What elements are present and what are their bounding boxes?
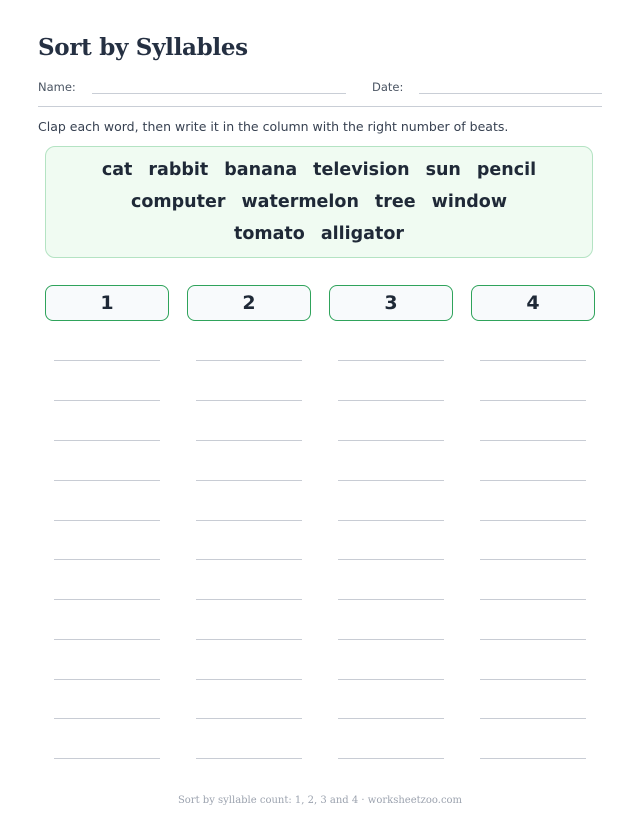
- writing-line[interactable]: [196, 639, 302, 640]
- header-divider: [38, 106, 602, 107]
- column-header-3: 3: [329, 285, 453, 321]
- word-bank-word: pencil: [476, 160, 537, 180]
- writing-line[interactable]: [54, 520, 160, 521]
- writing-line[interactable]: [196, 679, 302, 680]
- instructions: Clap each word, then write it in the column with the right number of beats.: [38, 119, 509, 134]
- word-bank-word: sun: [425, 160, 461, 180]
- date-label: Date:: [372, 80, 404, 94]
- word-bank-word: tomato: [234, 224, 305, 244]
- writing-line[interactable]: [54, 679, 160, 680]
- footer: Sort by syllable count: 1, 2, 3 and 4 · worksheetzoo.com: [177, 795, 463, 806]
- writing-line[interactable]: [480, 480, 586, 481]
- writing-line[interactable]: [338, 758, 444, 759]
- writing-line[interactable]: [480, 599, 586, 600]
- writing-line[interactable]: [480, 520, 586, 521]
- writing-line[interactable]: [196, 400, 302, 401]
- writing-line[interactable]: [480, 639, 586, 640]
- column-header-1: 1: [45, 285, 169, 321]
- name-date-row: [38, 80, 602, 98]
- word-bank-word: cat: [101, 160, 133, 180]
- writing-line[interactable]: [54, 758, 160, 759]
- writing-line[interactable]: [480, 440, 586, 441]
- writing-line[interactable]: [338, 360, 444, 361]
- writing-line[interactable]: [338, 520, 444, 521]
- word-bank-word: banana: [224, 160, 298, 180]
- writing-line[interactable]: [196, 559, 302, 560]
- word-bank-word: window: [431, 192, 507, 212]
- writing-line[interactable]: [196, 520, 302, 521]
- writing-line[interactable]: [196, 480, 302, 481]
- writing-line[interactable]: [54, 599, 160, 600]
- date-field[interactable]: [419, 93, 602, 94]
- word-bank-word: alligator: [320, 224, 404, 244]
- writing-line[interactable]: [196, 758, 302, 759]
- writing-line[interactable]: [338, 718, 444, 719]
- word-bank-word: watermelon: [241, 192, 359, 212]
- word-bank-word: tree: [374, 192, 416, 212]
- word-bank-word: television: [313, 160, 410, 180]
- word-bank-word: rabbit: [148, 160, 209, 180]
- writing-line[interactable]: [338, 599, 444, 600]
- writing-line[interactable]: [338, 400, 444, 401]
- name-label: Name:: [38, 80, 76, 94]
- writing-line[interactable]: [338, 440, 444, 441]
- word-bank-word: computer: [131, 192, 226, 212]
- writing-line[interactable]: [54, 400, 160, 401]
- writing-line[interactable]: [54, 718, 160, 719]
- writing-line[interactable]: [54, 559, 160, 560]
- writing-line[interactable]: [196, 718, 302, 719]
- name-field[interactable]: [92, 93, 346, 94]
- writing-line[interactable]: [338, 480, 444, 481]
- writing-line[interactable]: [338, 559, 444, 560]
- writing-line[interactable]: [54, 360, 160, 361]
- writing-line[interactable]: [54, 480, 160, 481]
- writing-line[interactable]: [480, 718, 586, 719]
- writing-line[interactable]: [480, 360, 586, 361]
- writing-line[interactable]: [196, 599, 302, 600]
- writing-line[interactable]: [338, 639, 444, 640]
- writing-line[interactable]: [480, 559, 586, 560]
- column-header-2: 2: [187, 285, 311, 321]
- writing-line[interactable]: [196, 360, 302, 361]
- writing-line[interactable]: [480, 400, 586, 401]
- writing-line[interactable]: [54, 440, 160, 441]
- writing-line[interactable]: [54, 639, 160, 640]
- writing-line[interactable]: [480, 758, 586, 759]
- page-title: Sort by Syllables: [38, 34, 248, 61]
- writing-line[interactable]: [196, 440, 302, 441]
- word-bank: [45, 146, 593, 258]
- writing-line[interactable]: [480, 679, 586, 680]
- writing-line[interactable]: [338, 679, 444, 680]
- column-header-4: 4: [471, 285, 595, 321]
